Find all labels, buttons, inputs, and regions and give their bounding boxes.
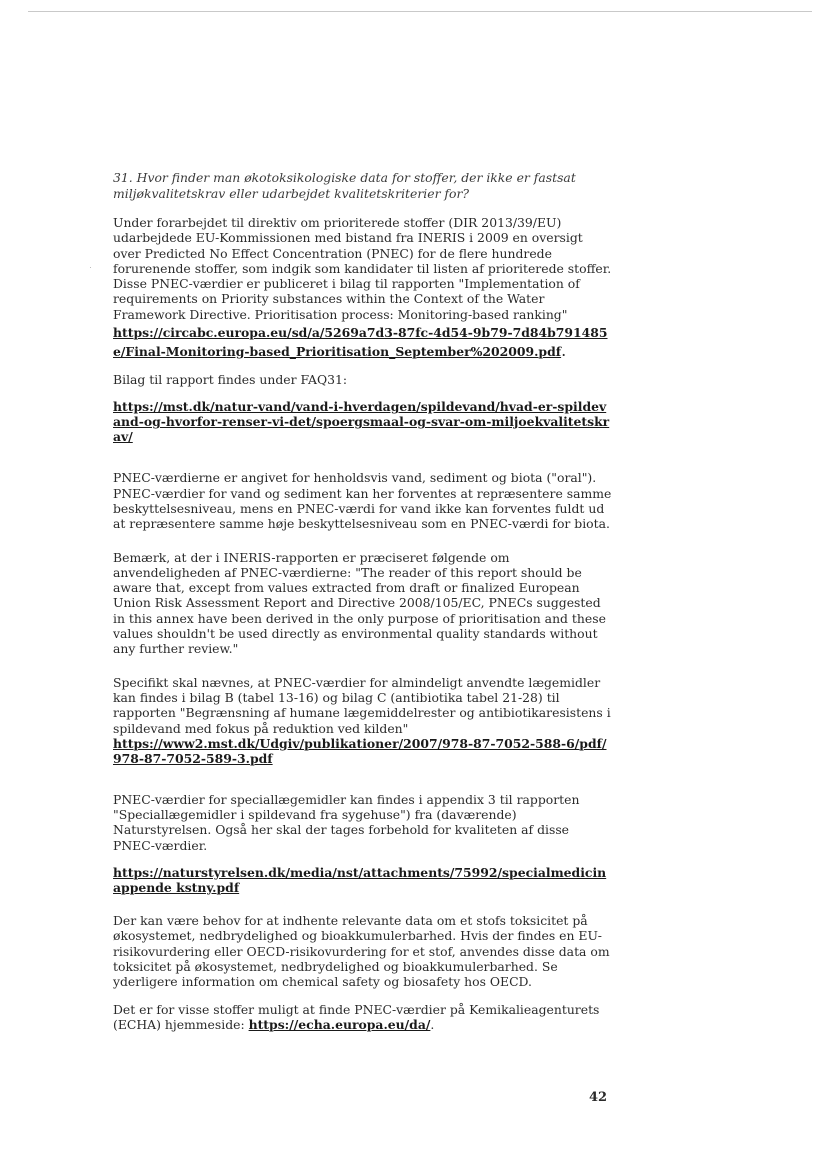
paragraph-ineris-disclaimer: Bemærk, at der i INERIS-rapporten er præciseret følgende om anvendeligheden af PNEC-værdierne: "The reader of this report should be aware that, except from values extracted from draft or finalized European Union Risk Assessment Report and Directive 2008/105/EC, PNECs suggested in this annex have been derived in the only purpose of prioritisation and these values shouldn't be used directly as environmental quality standards without any further review." <box>113 549 606 657</box>
paragraph-pnec-compartments: PNEC-værdierne er angivet for henholdsvis vand, sediment og biota ("oral"). PNEC-værdier for vand og sediment kan her forventes at repræsentere samme beskyttelsesniveau, mens en PNEC-værdi for vand ikke kan forventes fuldt ud at repræsentere samme høje beskyttelsesniveau som en PNEC-værdi for biota. <box>113 470 612 532</box>
paragraph-pharmaceuticals: Specifikt skal nævnes, at PNEC-værdier for almindeligt anvendte lægemidler kan findes i bilag B (tabel 13-16) og bilag C (antibiotika tabel 21-28) til rapporten "Begrænsning af humane lægemiddelrester og antibiotikaresistens i spildevand med fokus på reduktion ved kilden" <box>113 674 611 736</box>
top-rule <box>28 11 812 12</box>
document-page <box>113 170 613 1032</box>
page-number: 42 <box>589 1090 608 1105</box>
naturstyrelsen-appendix-link[interactable]: https://naturstyrelsen.dk/media/nst/attachments/75992/specialmedicinappende kstny.pdf <box>113 865 607 896</box>
paragraph-echa <box>113 1002 613 1033</box>
margin-mark <box>90 267 91 268</box>
paragraph-special-medicines: PNEC-værdier for speciallægemidler kan findes i appendix 3 til rapporten "Speciallægemidler i spildevand fra sygehuse") fra (daværende) Naturstyrelsen. Også her skal der tages forbehold for kvaliteten af disse PNEC-værdier. <box>113 791 580 853</box>
link1-suffix: . <box>561 341 567 361</box>
paragraph-ineris-intro-text: Under forarbejdet til direktiv om prioriterede stoffer (DIR 2013/39/EU) udarbejdede EU-Kommissionen med bistand fra INERIS i 2009 en oversigt over Predicted No Effect Concentration (PNEC) for de flere hundrede forurenende stoffer, som indgik som kandidater til listen af prioriterede stoffer. Disse PNEC-værdier er publiceret i bilag til rapporten "Implementation of requirements on Priority substances within the Context of the Water Framework Directive. Prioritisation process: Monitoring-based ranking" <box>113 215 612 322</box>
mst-pharmaceuticals-report-link[interactable]: https://www2.mst.dk/Udgiv/publikationer/2007/978-87-7052-588-6/pdf/978-87-7052-589-3.pdf <box>113 735 607 766</box>
paragraph-ineris-intro <box>113 215 613 322</box>
circabc-report-link[interactable]: https://circabc.europa.eu/sd/a/5269a7d3-87fc-4d54-9b79-7d84b791485e/Final-Monitoring-based_Prioritisation_September%202009.pdf <box>113 325 608 360</box>
question-heading: 31. Hvor finder man økotoksikologiske data for stoffer, der ikke er fastsat miljøkvalitetskrav eller udarbejdet kvalitetskriterier for? <box>113 170 576 201</box>
echa-link[interactable]: https://echa.europa.eu/da/ <box>248 1016 431 1032</box>
mst-faq-link[interactable]: https://mst.dk/natur-vand/vand-i-hverdagen/spildevand/hvad-er-spildevand-og-hvorfor-renser-vi-det/spoergsmaal-og-svar-om-miljoekvalitetskrav/ <box>113 399 610 445</box>
paragraph-faq-reference: Bilag til rapport findes under FAQ31: <box>113 372 348 388</box>
paragraph-eu-oecd-risk: Der kan være behov for at indhente relevante data om et stofs toksicitet på økosystemet, nedbrydelighed og bioakkumulerbarhed. Hvis der findes en EU-risikovurdering eller OECD-risikovurdering for et stof, anvendes disse data om toksicitet på økosystemet, nedbrydelighed og bioakkumulerbarhed. Se yderligere information om chemical safety og biosafety hos OECD. <box>113 913 610 990</box>
paragraph-echa-text: Det er for visse stoffer muligt at finde PNEC-værdier på Kemikalieagenturets (ECHA) hjemmeside: <box>113 1001 600 1032</box>
link5-suffix: . <box>430 1016 435 1032</box>
